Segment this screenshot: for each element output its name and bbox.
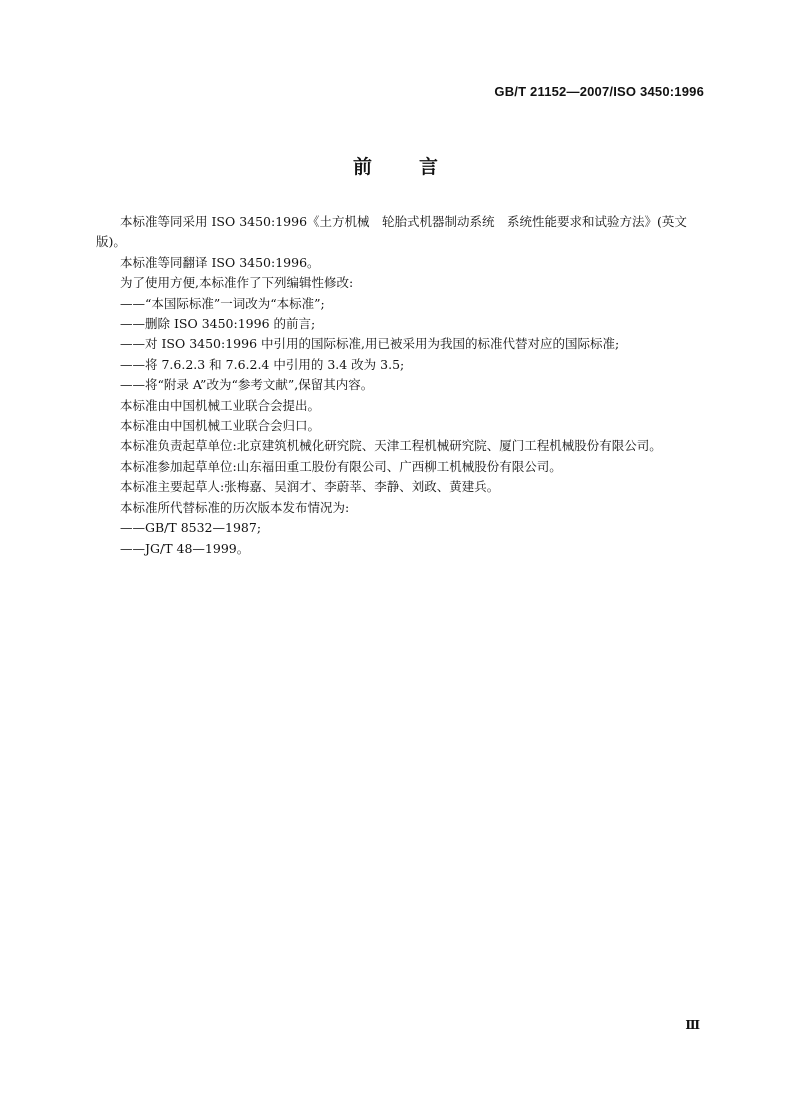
list-item-history: ——GB/T 8532—1987; [120, 520, 262, 536]
foreword-body [96, 212, 708, 559]
list-item-edit: ——将 7.6.2.3 和 7.6.2.4 中引用的 3.4 改为 3.5; [120, 356, 405, 372]
standard-code: GB/T 21152—2007/ISO 3450:1996 [494, 84, 704, 99]
paragraph-proposer: 本标准由中国机械工业联合会提出。 [120, 397, 321, 413]
list-item-edit: ——对 ISO 3450:1996 中引用的国际标准,用已被采用为我国的标准代替对应的国际标准; [120, 336, 620, 352]
list-item-edit: ——“本国际标准”一词改为“本标准”; [120, 295, 325, 311]
paragraph-adoption: 本标准等同采用 ISO 3450:1996《土方机械 轮胎式机器制动系统 系统性能要求和试验方法》(英文版)。 [96, 214, 687, 250]
title-part-2: 言 [419, 156, 440, 178]
paragraph-translation: 本标准等同翻译 ISO 3450:1996。 [120, 254, 320, 270]
paragraph-drafting-units: 本标准负责起草单位:北京建筑机械化研究院、天津工程机械研究院、厦门工程机械股份有限公司。 [120, 438, 662, 454]
list-item-edit: ——删除 ISO 3450:1996 的前言; [120, 316, 316, 332]
page-title [0, 152, 792, 179]
paragraph-edits-intro: 为了使用方便,本标准作了下列编辑性修改: [120, 275, 354, 291]
list-item-history: ——JG/T 48—1999。 [120, 540, 250, 556]
paragraph-centralized: 本标准由中国机械工业联合会归口。 [120, 418, 321, 434]
list-item-edit: ——将“附录 A”改为“参考文献”,保留其内容。 [120, 377, 374, 393]
paragraph-drafters: 本标准主要起草人:张梅嘉、吴润才、李蔚莘、李静、刘政、黄建兵。 [120, 479, 500, 495]
paragraph-history-intro: 本标准所代替标准的历次版本发布情况为: [120, 499, 350, 515]
paragraph-participating-units: 本标准参加起草单位:山东福田重工股份有限公司、广西柳工机械股份有限公司。 [120, 458, 562, 474]
page-number: Ⅲ [685, 1018, 700, 1032]
title-part-1: 前 [352, 156, 373, 178]
